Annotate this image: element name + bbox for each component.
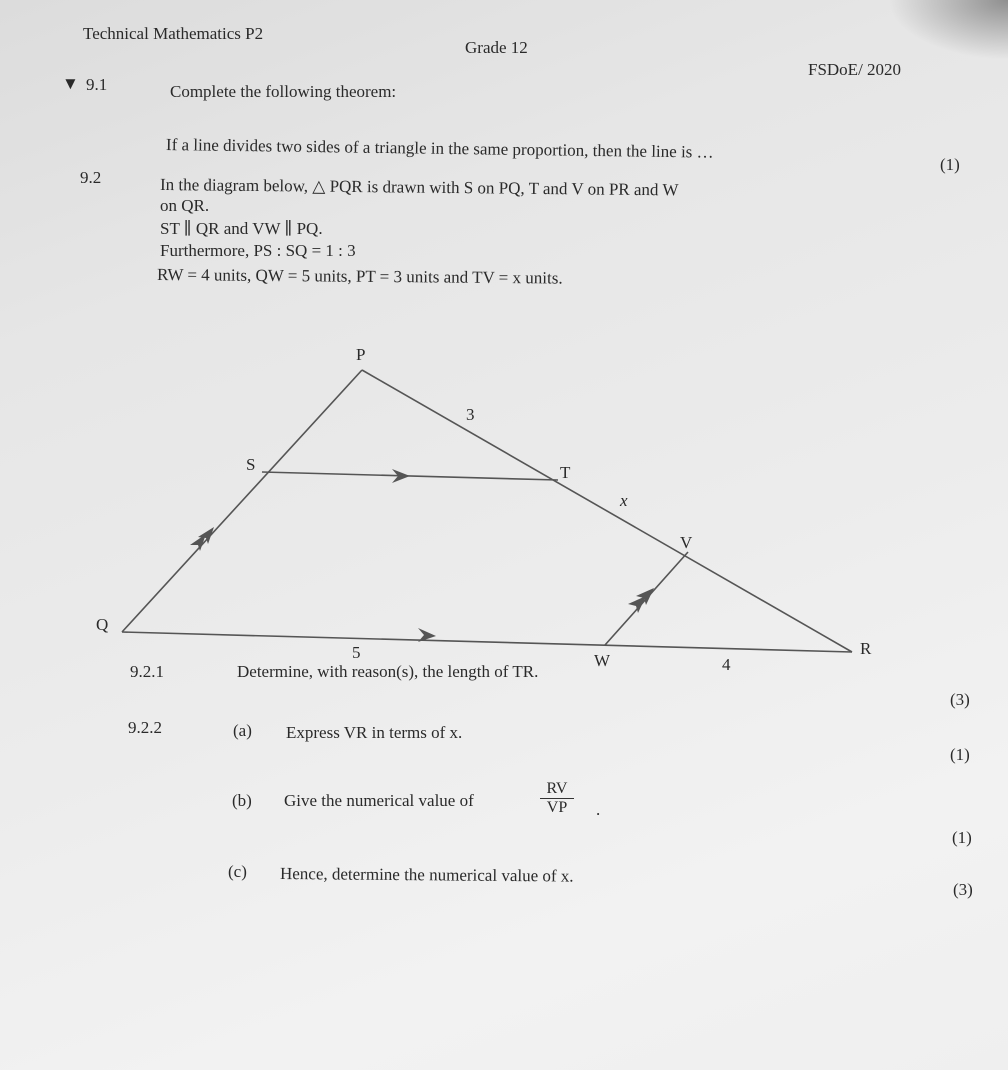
fraction-numerator: RV xyxy=(546,780,568,797)
label-s: S xyxy=(246,455,256,474)
side-pq xyxy=(122,370,362,632)
q9-1-number: 9.1 xyxy=(86,75,108,94)
q9-2-number: 9.2 xyxy=(80,168,102,187)
q9-2-2c-label: (c) xyxy=(228,862,247,881)
q9-2-1-number: 9.2.1 xyxy=(130,662,164,681)
label-qw-length: 5 xyxy=(352,643,361,662)
q9-2-line-5: RW = 4 units, QW = 5 units, PT = 3 units and TV = x units. xyxy=(156,265,563,288)
source-header: FSDoE/ 2020 xyxy=(808,60,902,79)
label-pt-length: 3 xyxy=(466,405,475,424)
label-w: W xyxy=(594,651,611,670)
label-q: Q xyxy=(96,615,109,634)
label-v: V xyxy=(680,533,693,552)
q9-2-2c-marks: (3) xyxy=(953,880,973,899)
q9-2-2-number: 9.2.2 xyxy=(128,718,162,737)
subject-header: Technical Mathematics P2 xyxy=(83,24,264,43)
fraction-denominator: VP xyxy=(546,799,568,816)
grade-header: Grade 12 xyxy=(465,38,528,57)
fraction-period: . xyxy=(596,800,601,819)
q9-2-line-4: Furthermore, PS : SQ = 1 : 3 xyxy=(160,241,356,260)
label-t: T xyxy=(560,463,571,482)
side-pr xyxy=(362,370,852,652)
label-r: R xyxy=(860,639,872,658)
label-tv-length: x xyxy=(620,491,628,510)
q9-2-2a-label: (a) xyxy=(233,721,252,740)
q9-2-2b-text: Give the numerical value of xyxy=(284,791,474,810)
label-wr-length: 4 xyxy=(722,655,731,674)
q9-2-2c-text: Hence, determine the numerical value of x. xyxy=(279,864,574,886)
q9-2-2a-text: Express VR in terms of x. xyxy=(286,723,463,742)
q9-2-line-1: In the diagram below, △ PQR is drawn with S on PQ, T and V on PR and W xyxy=(159,175,679,200)
q9-2-2b-label: (b) xyxy=(232,791,252,810)
q9-2-line-2: on QR. xyxy=(160,196,210,215)
side-qr xyxy=(122,632,852,652)
label-p: P xyxy=(356,345,366,364)
q9-2-2a-marks: (1) xyxy=(950,745,970,764)
fraction-rv-vp xyxy=(540,780,574,817)
q9-2-line-3: ST ∥ QR and VW ∥ PQ. xyxy=(160,219,323,238)
parallel-arrows xyxy=(190,469,654,642)
q9-2-1-text: Determine, with reason(s), the length of TR. xyxy=(237,662,539,681)
q9-2-2b-marks: (1) xyxy=(952,828,972,847)
q9-1-theorem: If a line divides two sides of a triangle in the same proportion, then the line is … xyxy=(165,135,714,162)
q9-1-marks: (1) xyxy=(940,155,960,174)
arrow-vw1-icon xyxy=(628,596,646,613)
pen-mark-icon: ▼ xyxy=(62,74,79,93)
q9-1-prompt: Complete the following theorem: xyxy=(170,82,397,101)
q9-2-1-marks: (3) xyxy=(950,690,970,709)
